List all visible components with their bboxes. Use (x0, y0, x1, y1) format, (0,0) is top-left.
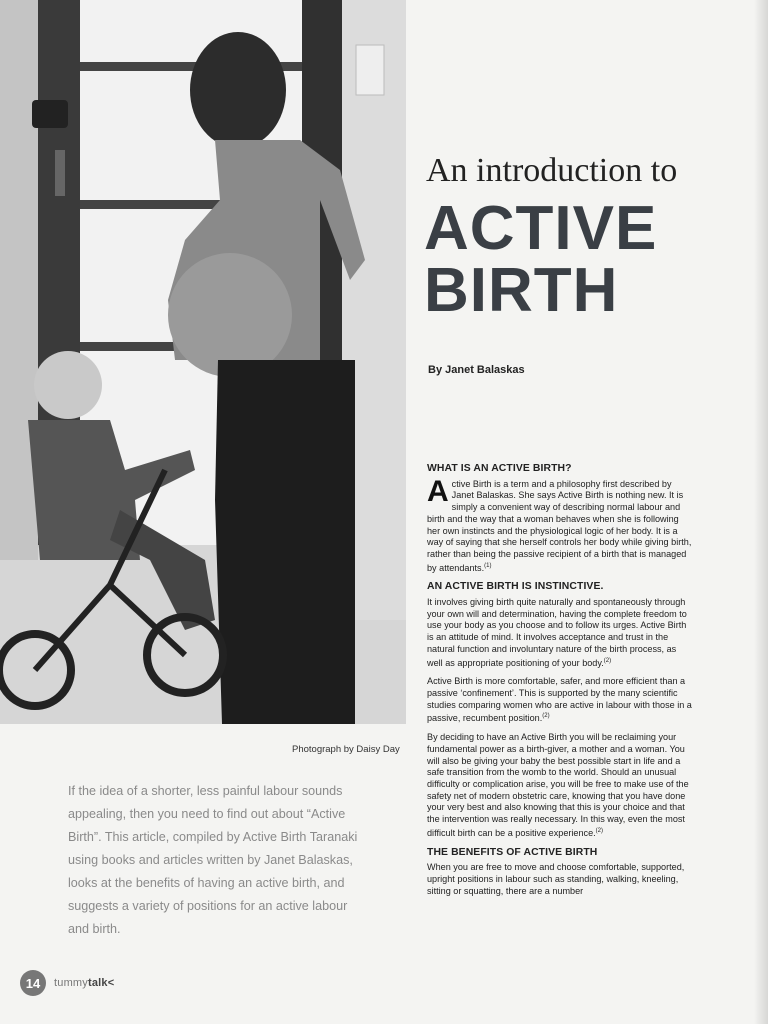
section-heading-instinctive: AN ACTIVE BIRTH IS INSTINCTIVE. (427, 581, 604, 593)
footnote-ref: (2) (603, 657, 612, 664)
footnote-ref: (2) (595, 827, 604, 834)
page-number: 14 (20, 970, 46, 996)
footnote-ref: (1) (484, 562, 492, 569)
page-footer (20, 970, 114, 996)
photo-caption: Photograph by Daisy Day (292, 744, 400, 755)
section-paragraph: Active Birth is a term and a philosophy first described by Janet Balaskas. She says Active Birth is nothing new. It is simply a convenient way of describing normal labour and birth and the way that a woman behaves when she is following her own instincts and the physiological logic of her body. It is a way of saying that she herself controls her body while giving birth, rather than being the passive recipient of a birth that is managed by attendants.$^{(1)}$ (427, 474, 692, 573)
article-body (427, 463, 693, 904)
photo-illustration (0, 0, 406, 724)
hero-photo (0, 0, 406, 724)
byline: By Janet Balaskas (428, 364, 525, 376)
section-paragraph: Active Birth is more comfortable, safer, and more efficient than a passive ‘confinement’. This is supported by the many scientific studies comparing women who are active in labour with those in a passive, recumbent position.$^{(2)}$ (427, 676, 692, 724)
section-paragraph: By deciding to have an Active Birth you will be reclaiming your fundamental power as a birth-giver, a mother and a woman. You will also be giving your baby the best possible start in life and a safe transition from the womb to the world. Should an unusual difficulty or complication arise, you will be free to make use of the safety net of modern obstetric care, knowing that you have done your very best and also knowing that this is your choice and that the intervention was really necessary. In this way, even the most difficult birth can be a positive experience.$^{(2)}$ (427, 732, 689, 838)
article-title (424, 194, 658, 325)
title-line-1: ACTIVE (424, 194, 658, 263)
drop-cap: A (427, 474, 449, 508)
title-line-2: BIRTH (424, 256, 619, 325)
section-heading-what: WHAT IS AN ACTIVE BIRTH? (427, 463, 572, 474)
section-paragraph: When you are free to move and choose comfortable, supported, upright positions in labour such as standing, walking, kneeling, sitting or squatting, there are a number (427, 862, 685, 896)
page-edge-shadow (754, 0, 768, 1024)
magazine-brand: tummytalk< (54, 977, 115, 989)
section-paragraph: It involves giving birth quite naturally and spontaneously through your own will and determination, having the complete freedom to use your body as you choose and to follow its urges. Active Birth is an attitude of mind. It involves acceptance and trust in the natural function and involuntary nature of the birth process, as well as appropriate positioning of your body.$^{(2)}$ (427, 597, 687, 668)
intro-paragraph: If the idea of a shorter, less painful labour sounds appealing, then you need to find out about “Active Birth”. This article, compiled by Active Birth Taranaki using books and articles written by Janet Balaskas, looks at the benefits of having an active birth, and suggests a variety of positions for an active labour and birth. (68, 784, 358, 936)
footnote-ref: (2) (542, 713, 550, 720)
section-heading-benefits: THE BENEFITS OF ACTIVE BIRTH (427, 846, 598, 858)
title-kicker: An introduction to (426, 152, 678, 189)
